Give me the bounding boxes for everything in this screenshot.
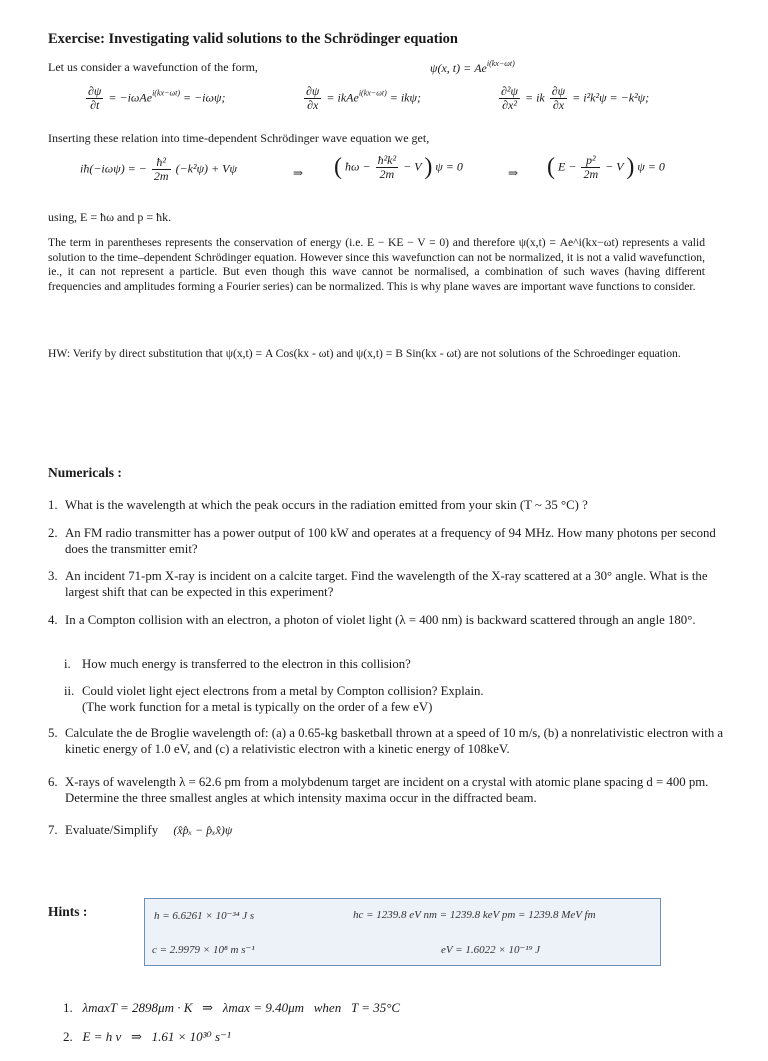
question-text: Evaluate/Simplify bbox=[65, 823, 159, 837]
implies-arrow-1: ⇒ bbox=[293, 166, 304, 180]
wavefunction-base: ψ(x, t) = Ae bbox=[430, 61, 487, 75]
fraction-numerator: ħ²k² bbox=[377, 153, 397, 167]
eq3-close: − V bbox=[605, 159, 624, 174]
numericals-heading: Numericals : bbox=[48, 465, 122, 480]
wavefunction-exponent: i(kx−ωt) bbox=[486, 59, 515, 68]
question-number: 7. bbox=[48, 823, 58, 837]
eq2-open: ħω − bbox=[345, 159, 371, 174]
eq1-lhs: iħ(−iωψ) = − bbox=[80, 161, 147, 176]
fraction-denominator: 2m bbox=[379, 167, 395, 181]
question-number: 6. bbox=[48, 775, 58, 789]
hints-box bbox=[144, 898, 661, 966]
using-relations: using, E = ħω and p = ħk. bbox=[48, 210, 172, 224]
eq3-end: ψ = 0 bbox=[637, 159, 665, 174]
second-derivative-fraction bbox=[499, 85, 520, 112]
speed-of-light: c = 2.9979 × 10⁸ m s⁻¹ bbox=[152, 944, 255, 956]
derivative-x-rhs: = ikAe bbox=[326, 90, 359, 105]
question-text: In a Compton collision with an electron, a photon of violet light (λ = 400 nm) is backward scattered through an angle 180°. bbox=[65, 613, 696, 627]
derivative-t-fraction bbox=[86, 85, 103, 112]
answer-text: λmaxT = 2898μm · K ⇒ λmax = 9.40μm when T = 35°C bbox=[82, 1000, 401, 1015]
fraction-numerator: ∂ψ bbox=[551, 84, 566, 98]
open-paren: ( bbox=[334, 154, 342, 180]
second-derivative-equation bbox=[497, 85, 649, 112]
second-derivative-result: = i²k²ψ = −k²ψ; bbox=[572, 90, 650, 105]
fraction-denominator: ∂x² bbox=[502, 98, 517, 112]
numerical-question bbox=[48, 725, 738, 757]
implies-arrow-2: ⇒ bbox=[508, 166, 519, 180]
answer-number: 1. bbox=[63, 1000, 73, 1015]
numerical-question bbox=[48, 822, 738, 838]
derivative-x-equation bbox=[302, 85, 421, 112]
commutator-expression: (x̂p̂ₓ − p̂ₓx̂)ψ bbox=[173, 823, 233, 837]
sub-question bbox=[64, 656, 714, 672]
fraction-numerator: ħ² bbox=[152, 156, 171, 170]
derivative-x-fraction bbox=[304, 85, 321, 112]
planck-constant: h = 6.6261 × 10⁻³⁴ J s bbox=[154, 910, 255, 922]
homework-text: HW: Verify by direct substitution that ψ(x,t) = A Cos(kx - ωt) and ψ(x,t) = B Sin(kx - ωt) are not solutions of the Schroedinger equation. bbox=[48, 347, 681, 360]
eq3-open: E − bbox=[558, 159, 577, 174]
exercise-title: Exercise: Investigating valid solutions to the Schrödinger equation bbox=[48, 31, 458, 47]
numerical-question bbox=[48, 525, 738, 557]
derivative-t-rhs: = −iωAe bbox=[108, 90, 153, 105]
answer-number: 2. bbox=[63, 1029, 73, 1044]
hc-constant: hc = 1239.8 eV nm = 1239.8 keV pm = 1239.8 MeV fm bbox=[353, 909, 596, 921]
second-derivative-mid: = ik bbox=[524, 90, 545, 105]
derivative-x-exponent: i(kx−ωt) bbox=[358, 88, 387, 98]
fraction-denominator: ∂t bbox=[90, 98, 100, 112]
eq2-end: ψ = 0 bbox=[435, 159, 463, 174]
sub-question-text: How much energy is transferred to the electron in this collision? bbox=[82, 657, 411, 671]
answer-text: E = h ν ⇒ 1.61 × 10³⁰ s⁻¹ bbox=[82, 1029, 231, 1044]
question-text: X-rays of wavelength λ = 62.6 pm from a molybdenum target are incident on a crystal with atomic plane spacing d = 400 pm. Determine the three smallest angles at which intensity maxima occur in the diffracted beam. bbox=[65, 775, 709, 805]
question-number: 5. bbox=[48, 726, 58, 740]
electron-volt: eV = 1.6022 × 10⁻¹⁹ J bbox=[441, 944, 541, 956]
fraction-denominator: ∂x bbox=[552, 98, 565, 112]
fraction-denominator: ∂x bbox=[307, 98, 319, 112]
fraction-numerator: ∂ψ bbox=[88, 84, 102, 98]
inserting-text: Inserting these relation into time-dependent Schrödinger wave equation we get, bbox=[48, 131, 430, 145]
eq2-fraction bbox=[376, 154, 399, 181]
derivative-x-result: = ikψ; bbox=[389, 90, 421, 105]
sub-question-number: ii. bbox=[64, 684, 75, 698]
intro-text: Let us consider a wavefunction of the form, bbox=[48, 60, 258, 74]
sub-question-text: Could violet light eject electrons from a metal by Compton collision? Explain. bbox=[82, 684, 484, 698]
fraction-denominator: 2m bbox=[153, 169, 169, 183]
numerical-question bbox=[48, 774, 738, 806]
eq2-close: − V bbox=[403, 159, 422, 174]
question-text: Calculate the de Broglie wavelength of: (a) a 0.65-kg basketball thrown at a speed of 10 m/s, (b) a nonrelativistic electron with a kinetic energy of 1.0 eV, and (c) a relativistic electron with a kinetic energy of 108keV. bbox=[65, 726, 724, 756]
eq3-fraction bbox=[581, 154, 600, 181]
sub-question-note: (The work function for a metal is typically on the order of a few eV) bbox=[82, 700, 433, 714]
question-text: An FM radio transmitter has a power output of 100 kW and operates at a frequency of 94 MHz. How many photons per second does the transmitter emit? bbox=[65, 526, 716, 556]
eq1-fraction bbox=[152, 156, 171, 183]
numerical-question bbox=[48, 497, 738, 513]
derivative-t-exponent: i(kx−ωt) bbox=[152, 88, 180, 98]
close-paren: ) bbox=[626, 154, 635, 180]
fraction-denominator: 2m bbox=[583, 167, 599, 181]
question-number: 1. bbox=[48, 498, 58, 512]
question-number: 3. bbox=[48, 569, 58, 583]
open-paren: ( bbox=[547, 154, 555, 180]
question-text: What is the wavelength at which the peak occurs in the radiation emitted from your skin (T ~ 35 °C) ? bbox=[65, 498, 588, 512]
eq1-rhs: (−k²ψ) + Vψ bbox=[175, 161, 237, 176]
second-derivative-inner-fraction bbox=[550, 85, 567, 112]
numerical-question bbox=[48, 568, 738, 600]
energy-equation-momentum bbox=[547, 154, 665, 181]
numerical-question bbox=[48, 612, 738, 628]
derivative-t-equation bbox=[84, 85, 225, 112]
sub-question-number: i. bbox=[64, 657, 71, 671]
energy-equation-omega bbox=[334, 154, 463, 181]
question-text: An incident 71-pm X-ray is incident on a calcite target. Find the wavelength of the X-ray scattered at a 30° angle. What is the largest shift that can be expected in this experiment? bbox=[65, 569, 708, 599]
answer-row bbox=[50, 1013, 231, 1061]
derivative-t-result: = −iωψ; bbox=[182, 90, 226, 105]
close-paren: ) bbox=[424, 154, 433, 180]
schrodinger-substitution bbox=[80, 156, 237, 183]
question-number: 4. bbox=[48, 613, 58, 627]
fraction-numerator: ∂ψ bbox=[306, 84, 320, 98]
sub-question bbox=[64, 683, 714, 699]
wavefunction-equation bbox=[430, 59, 515, 76]
question-number: 2. bbox=[48, 526, 58, 540]
fraction-numerator: ∂²ψ bbox=[501, 84, 518, 98]
explanation-paragraph: The term in parentheses represents the conservation of energy (i.e. E − KE − V = 0) and therefore ψ(x,t) = Ae^i(kx−ωt) represents a valid solution to the time–dependent Schrödinger equation. However since this wavefunction can not be normalized, it is not a valid wavefunction, ie., it can not represent a particle. But even though this wave cannot be normalised, a combination of such waves (having different frequencies and amplitudes forming a Fourier series) can be normalized. This is why plane waves are important wave functions to consider. bbox=[48, 236, 705, 293]
fraction-numerator: p² bbox=[581, 154, 600, 168]
hints-label: Hints : bbox=[48, 904, 88, 919]
